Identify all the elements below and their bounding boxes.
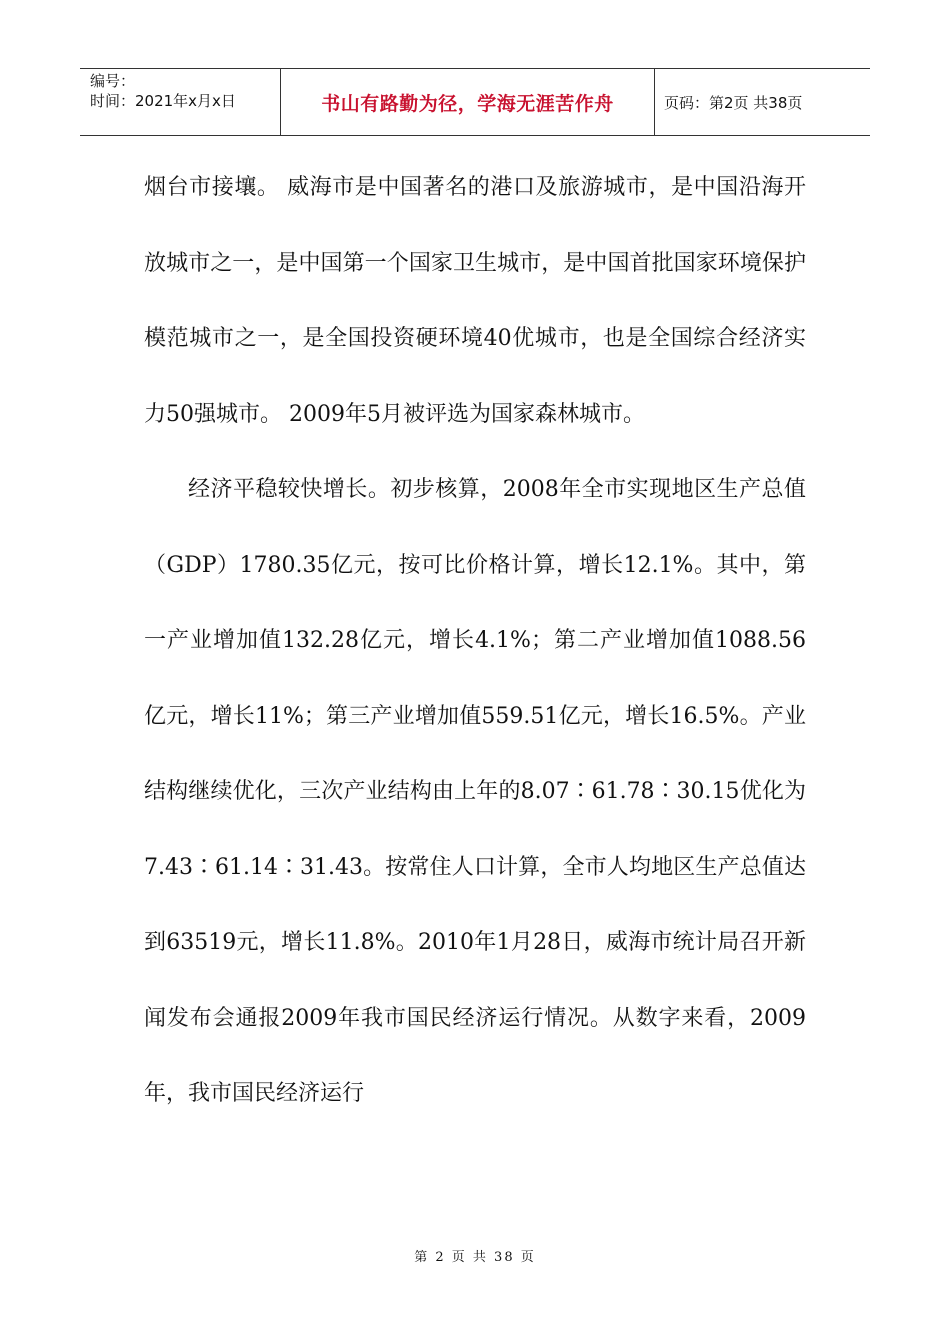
header-page-info: 页码：第2页 共38页 [664,93,803,112]
page-header [80,68,870,136]
body-paragraph-1: 烟台市接壤。 威海市是中国著名的港口及旅游城市，是中国沿海开放城市之一，是中国第一个国家卫生城市，是中国首批国家环境保护模范城市之一，是全国投资硬环境40优城市，也是全国综合经济实力50强城市。 2009年5月被评选为国家森林城市。 [144,175,806,427]
body-paragraph-2: 经济平稳较快增长。初步核算，2008年全市实现地区生产总值（GDP）1780.35亿元，按可比价格计算，增长12.1%。其中，第一产业增加值132.28亿元，增长4.1%；第二产业增加值1088.56亿元，增长11%；第三产业增加值559.51亿元，增长16.5%。产业结构继续优化，三次产业结构由上年的8.07∶61.78∶30.15优化为7.43∶61.14∶31.43。按常住人口计算，全市人均地区生产总值达到63519元，增长11.8%。2010年1月28日，威海市统计局召开新闻发布会通报2009年我市国民经济运行情况。从数字来看，2009年，我市国民经济运行 [144,477,806,1106]
header-meta-cell [80,69,281,135]
document-number-label: 编号： [90,72,136,90]
document-date-label: 时间：2021年x月x日 [90,92,236,110]
document-body [144,150,806,1132]
page-footer: 第 2 页 共 38 页 [414,1250,536,1265]
header-motto: 书山有路勤为径，学海无涯苦作舟 [281,69,655,135]
